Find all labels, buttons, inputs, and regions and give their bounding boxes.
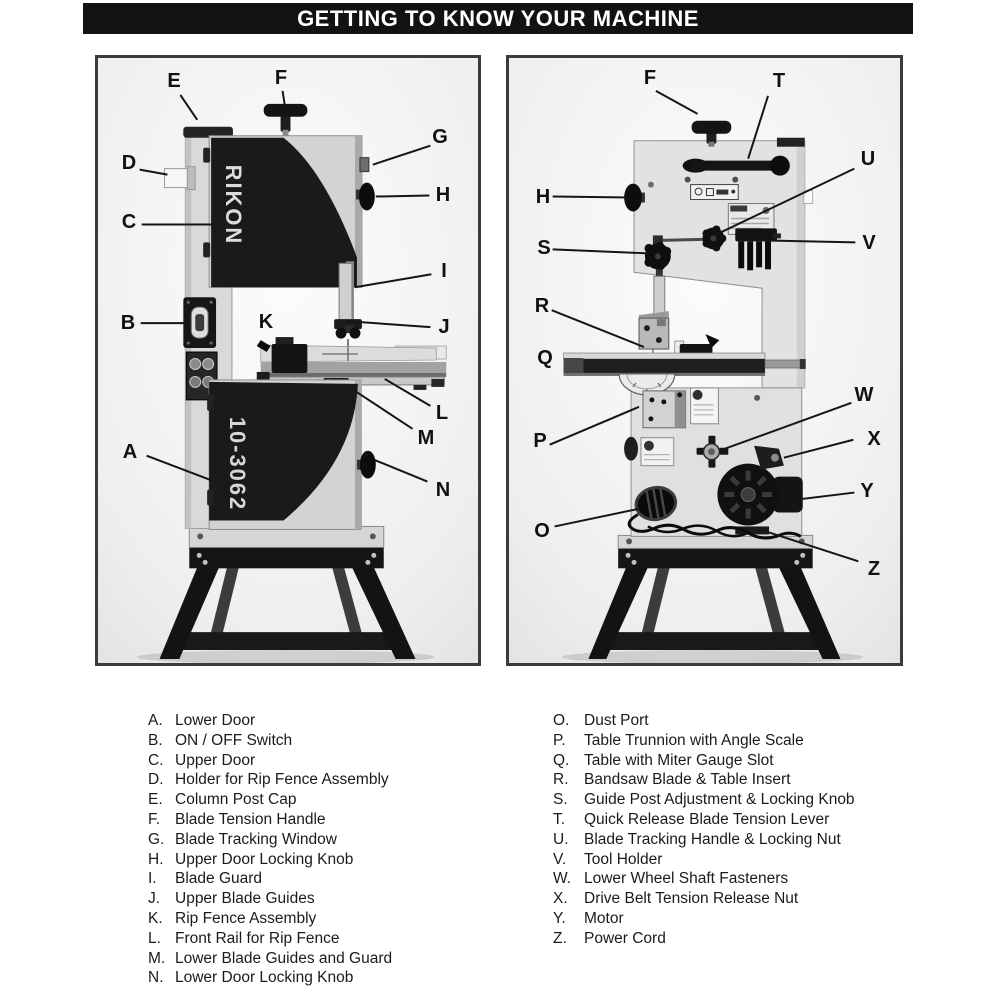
legend-letter: Z.	[553, 929, 567, 947]
title-bar	[83, 3, 913, 34]
legend-text: Upper Door	[175, 751, 256, 769]
legend-text: Drive Belt Tension Release Nut	[584, 890, 799, 908]
legend-letter: N.	[148, 969, 164, 987]
legend-letter: V.	[553, 850, 567, 868]
legend-item-s	[553, 790, 855, 810]
upper-door-hinge	[203, 148, 210, 163]
legend-item-u	[553, 830, 855, 850]
legend-letter: I.	[148, 870, 157, 888]
rear-view-illustration	[509, 58, 900, 663]
diagram-label-p: P	[533, 430, 547, 452]
diagram-label-a: A	[122, 441, 138, 463]
legend-text: Quick Release Blade Tension Lever	[584, 810, 830, 828]
warning-label	[691, 388, 719, 424]
legend-text: Power Cord	[584, 929, 666, 947]
model-number-text: 10-3062	[224, 416, 250, 512]
legend-text: Column Post Cap	[175, 791, 297, 809]
legend-item-g	[148, 830, 392, 850]
legend-item-e	[148, 790, 392, 810]
front-view-panel	[95, 55, 481, 666]
diagram-label-q: Q	[537, 347, 553, 369]
legend-letter: B.	[148, 731, 163, 749]
legend-text: Lower Wheel Shaft Fasteners	[584, 870, 789, 888]
diagram-label-w: W	[854, 384, 874, 406]
legend-right-column	[553, 711, 855, 949]
legend-letter: H.	[148, 850, 164, 868]
lower-door-hinge	[207, 395, 214, 411]
diagram-label-z: Z	[867, 558, 881, 580]
brand-logo-text: RIKON	[221, 164, 246, 246]
diagram-label-n: N	[435, 479, 451, 501]
legend-text: Bandsaw Blade & Table Insert	[584, 771, 791, 789]
diagram-label-x: X	[867, 428, 881, 450]
legend-item-w	[553, 869, 855, 889]
legend-letter: D.	[148, 771, 164, 789]
diagram-label-t: T	[772, 70, 786, 92]
diagram-label-v: V	[862, 232, 876, 254]
legend-item-p	[553, 731, 855, 751]
diagram-label-m: M	[417, 427, 435, 449]
legend-item-m	[148, 949, 392, 969]
instruction-plate	[691, 185, 739, 200]
legend-item-h	[148, 850, 392, 870]
legend-item-y	[553, 909, 855, 929]
legend-text: Upper Door Locking Knob	[175, 850, 354, 868]
legend-letter: M.	[148, 949, 166, 967]
diagram-label-j: J	[438, 316, 450, 338]
upper-door-hinge	[203, 242, 210, 257]
panel-hole	[648, 182, 654, 188]
lower-guide-bracket	[639, 311, 669, 349]
blade-tracking-window	[360, 158, 369, 172]
diagram-label-f: F	[643, 67, 657, 89]
legend-letter: Y.	[553, 909, 566, 927]
legend-item-f	[148, 810, 392, 830]
legend-text: Lower Door Locking Knob	[175, 969, 354, 987]
legend-item-q	[553, 751, 855, 771]
screw	[732, 177, 738, 183]
upper-door	[203, 136, 362, 287]
legend-letter: U.	[553, 830, 569, 848]
diagram-label-y: Y	[860, 480, 874, 502]
lower-door	[207, 380, 362, 530]
diagram-label-c: C	[121, 211, 137, 233]
legend-letter: G.	[148, 830, 165, 848]
diagram-label-k: K	[258, 311, 274, 333]
diagram-label-i: I	[441, 260, 447, 282]
legend-letter: T.	[553, 810, 566, 828]
diagram-label-o: O	[534, 520, 550, 542]
legend-letter: S.	[553, 791, 568, 809]
legend-item-x	[553, 889, 855, 909]
column-cap-rear	[777, 138, 805, 147]
legend-text: Holder for Rip Fence Assembly	[175, 771, 389, 789]
legend-text: Tool Holder	[584, 850, 663, 868]
legend-text: Table with Miter Gauge Slot	[584, 751, 774, 769]
diagram-label-e: E	[167, 70, 181, 92]
legend-letter: R.	[553, 771, 569, 789]
legend-text: Rip Fence Assembly	[175, 909, 317, 927]
legend-item-k	[148, 909, 392, 929]
diagram-label-d: D	[121, 152, 137, 174]
legend-letter: K.	[148, 909, 163, 927]
front-view-illustration	[98, 58, 478, 663]
legend-letter: E.	[148, 791, 163, 809]
legend-letter: Q.	[553, 751, 570, 769]
legend-letter: A.	[148, 712, 163, 729]
legend-item-l	[148, 929, 392, 949]
legend-item-b	[148, 731, 392, 751]
legend-text: Blade Tension Handle	[175, 810, 326, 828]
legend-item-n	[148, 968, 392, 988]
legend-text: Motor	[584, 909, 624, 927]
legend-text: Lower Door	[175, 712, 256, 729]
screw	[685, 177, 691, 183]
diagram-label-g: G	[432, 126, 448, 148]
legend-item-t	[553, 810, 855, 830]
legend-text: Lower Blade Guides and Guard	[175, 949, 393, 967]
legend-text: Guide Post Adjustment & Locking Knob	[584, 791, 855, 809]
blade-guard	[339, 263, 352, 321]
legend-item-d	[148, 770, 392, 790]
diagram-label-l: L	[435, 402, 449, 424]
legend-item-o	[553, 711, 855, 731]
legend-letter: F.	[148, 810, 161, 828]
diagram-label-r: R	[534, 295, 550, 317]
diagram-label-h: H	[435, 184, 451, 206]
legend-text: Front Rail for Rip Fence	[175, 929, 340, 947]
legend-text: Blade Tracking Window	[175, 830, 337, 848]
legend-left-column	[148, 711, 392, 988]
legend-letter: C.	[148, 751, 164, 769]
legend-letter: J.	[148, 890, 161, 908]
rip-fence-holder	[164, 167, 195, 190]
lower-door-hinge	[207, 490, 214, 506]
diagram-label-u: U	[860, 148, 876, 170]
legend-item-j	[148, 889, 392, 909]
legend-letter: O.	[553, 712, 570, 729]
diagram-label-f: F	[274, 67, 288, 89]
legend-item-v	[553, 850, 855, 870]
legend-text: ON / OFF Switch	[175, 731, 293, 749]
rear-view-panel	[506, 55, 903, 666]
legend-letter: X.	[553, 890, 568, 908]
legend-text: Upper Blade Guides	[175, 890, 315, 908]
legend-text: Blade Tracking Handle & Locking Nut	[584, 830, 841, 848]
legend-text: Table Trunnion with Angle Scale	[584, 731, 804, 749]
certification-label	[641, 438, 674, 466]
diagram-label-b: B	[120, 312, 136, 334]
legend-item-a	[148, 711, 392, 731]
diagram-label-h: H	[535, 186, 551, 208]
legend-item-c	[148, 751, 392, 771]
legend-text: Blade Guard	[175, 870, 263, 888]
on-off-switch	[183, 297, 216, 348]
legend-letter: P.	[553, 731, 566, 749]
legend-letter: W.	[553, 870, 572, 888]
legend-letter: L.	[148, 929, 161, 947]
legend-item-i	[148, 869, 392, 889]
page-title: GETTING TO KNOW YOUR MACHINE	[297, 5, 699, 31]
diagram-label-s: S	[537, 237, 551, 259]
legend-item-r	[553, 770, 855, 790]
legend-text: Dust Port	[584, 712, 649, 729]
legend-item-z	[553, 929, 855, 949]
